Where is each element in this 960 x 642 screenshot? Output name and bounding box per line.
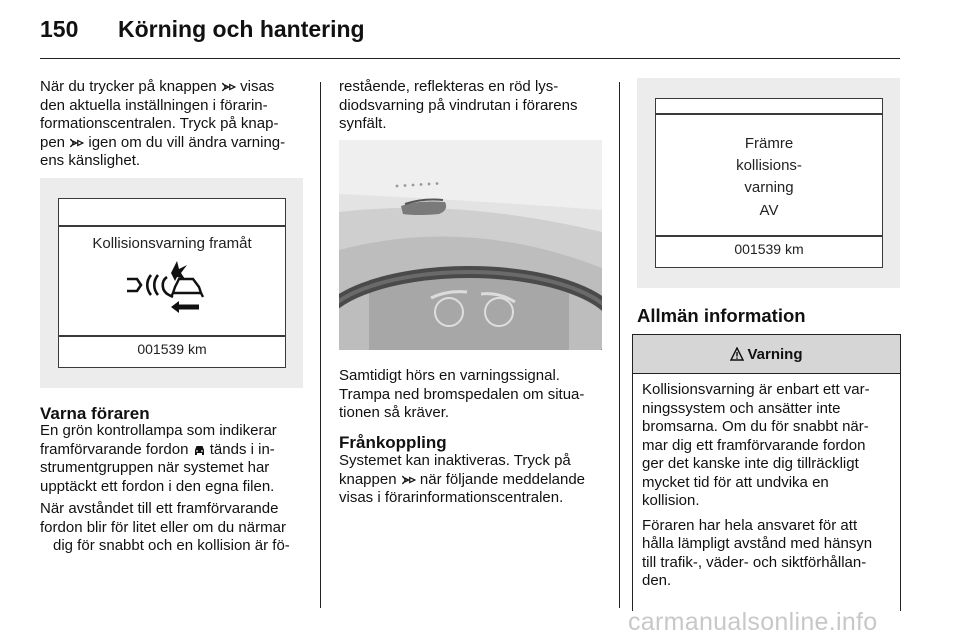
signal-paragraph [339,367,611,423]
text: fordon blir för litet eller om du närmar [40,518,286,536]
warning-paragraph-2 [633,517,900,591]
display-screen [58,198,286,368]
led-dots [396,182,439,187]
text: mar dig ett framförvarande fordon [642,436,866,454]
column-divider-2 [619,82,620,608]
text: dig för snabbt och en kollision är fö- [53,537,290,554]
page-title: Körning och hantering [118,16,365,42]
text: Föraren har hela ansvaret för att [642,516,858,534]
figure-windshield-led [339,140,602,350]
warn-paragraph [40,422,312,496]
page-number: 150 [40,16,79,42]
text: mycket tid för att undvika en [642,473,829,491]
vehicle-ahead-icon [193,444,206,456]
divider [656,113,882,115]
text: knappen [339,470,401,488]
text: formationscentralen. Tryck på knap- [40,115,279,132]
text: visas [235,78,275,95]
text: igen om du vill ändra varning- [84,133,286,151]
text: ger det kanske inte dig tillräckligt [642,455,859,472]
divider [59,225,285,227]
text: ningssystem och ansätter inte [642,399,841,417]
divider [59,335,285,337]
text: visas i förarinformationscentralen. [339,489,564,506]
figure-fcw-off-display [637,78,900,288]
text: restående, reflekteras en röd lys- [339,78,559,95]
warning-header [633,335,900,374]
display-line-4: AV [759,202,779,219]
text: den. [642,572,672,589]
warning-title: Varning [747,345,803,363]
text: den aktuella inställningen i förarin- [40,96,268,114]
text: När du trycker på knappen [40,78,221,95]
text: bromsarna. Om du för snabbt när- [642,418,869,435]
dashboard-illustration [339,140,602,350]
section-heading-warn-driver: Varna föraren [40,404,150,423]
text: Systemet kan inaktiveras. Tryck på [339,452,571,469]
fcw-button-icon [401,474,416,486]
display-line-1: Främre [744,135,794,152]
section-heading-general-info: Allmän information [637,305,806,326]
text: diodsvarning på vindrutan i förarens [339,96,578,114]
warning-box [632,334,901,611]
text: till trafik-, väder- och siktförhållan- [642,553,867,571]
text: En grön kontrollampa som indikerar [40,422,277,439]
text: tänds i in- [205,440,275,458]
display-title: Kollisionsvarning framåt [92,235,252,252]
warning-triangle-icon [730,347,744,361]
text: framförvarande fordon [40,440,193,458]
text: När avståndet till ett framförvarande [40,500,279,517]
text: synfält. [339,115,387,132]
text: Kollisionsvarning är enbart ett var- [642,381,870,398]
deactivation-paragraph [339,452,611,508]
fcw-button-icon [69,137,84,149]
text: när följande meddelande [415,470,586,488]
figure-fcw-display [40,178,303,388]
display-screen [655,98,883,268]
text: Samtidigt hörs en varningssignal. [339,367,560,384]
text: strumentgruppen när systemet har [40,459,270,476]
text: ens känslighet. [40,152,141,169]
collision-warning-icon [119,257,229,317]
text: upptäckt ett fordon i den egna filen. [40,477,275,495]
text: kollision. [642,492,700,509]
display-line-2: kollisions- [736,157,802,174]
odometer: 001539 km [137,341,207,357]
header-rule [40,58,900,59]
watermark: carmanualsonline.info [628,608,878,636]
section-heading-deactivation: Frånkoppling [339,433,447,452]
odometer: 001539 km [734,241,804,257]
column-divider-1 [320,82,321,608]
distance-paragraph [40,500,312,556]
text: tionen så kräver. [339,404,450,421]
intro-paragraph [40,78,312,171]
text: hålla lämpligt avstånd med hänsyn [642,535,873,552]
text: Trampa ned bromspedalen om situa- [339,385,585,403]
continued-paragraph [339,78,611,134]
fcw-button-icon [221,81,236,93]
divider [656,235,882,237]
display-line-3: varning [744,179,794,196]
warning-paragraph-1 [633,381,900,511]
text: pen [40,133,70,151]
